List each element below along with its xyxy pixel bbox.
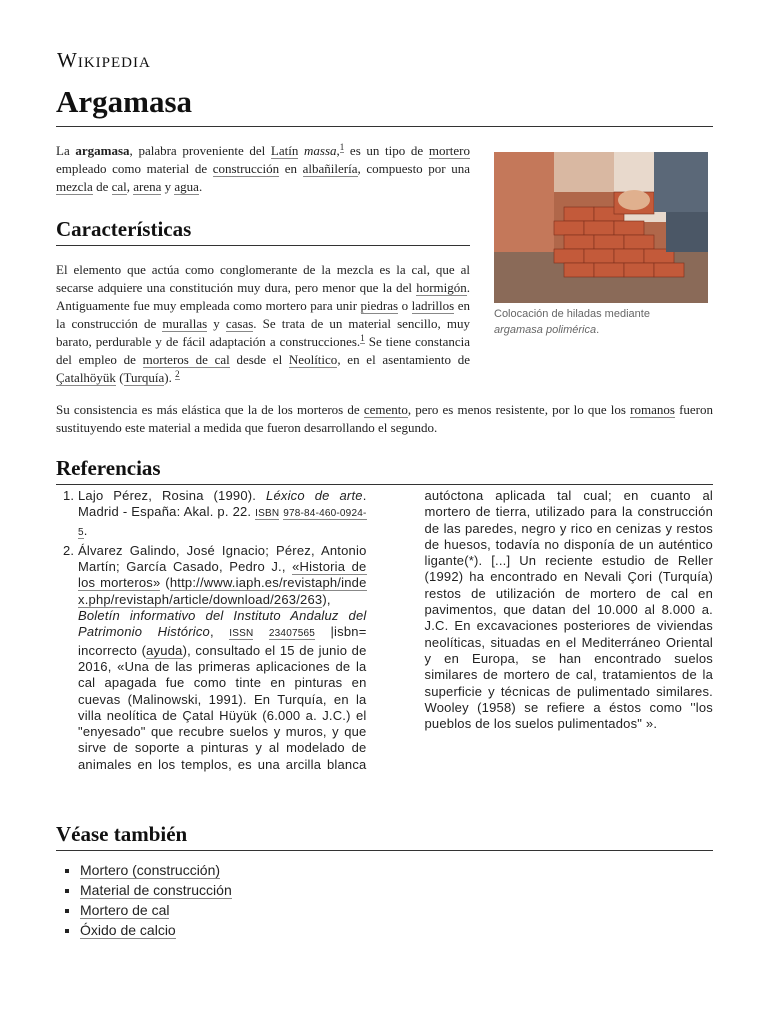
link-cal[interactable]: cal bbox=[111, 179, 127, 194]
section-divider bbox=[56, 245, 470, 246]
link-url[interactable]: http://www.iaph.es/revistaph/index.php/revistaph/article/download/263/263 bbox=[78, 575, 367, 607]
figure-caption bbox=[494, 306, 708, 338]
link-see-also-4[interactable]: Óxido de calcio bbox=[80, 922, 176, 938]
text: ), bbox=[322, 591, 331, 607]
link-murallas[interactable]: murallas bbox=[162, 316, 208, 331]
text: ), consultado el 15 de junio de 2016, «Una de las primeras aplicaciones de la cal apagada fue como tinte en pinturas en cuevas (Malinowski, 1991). En Turquía, en la villa neolítica de Çatal Hüyük (6.000 a. J.C.) el "enyesado" que recubre suelos y muros, y que sirve de soporte a pinturas y al modelado de animales en los templos, es una arcilla blanca autóctona aplicada tal cual; en cuanto al mortero de tierra, utilizado para la construcción de las paredes, negro y rico en cenizas y restos de huesos, todavía no disponía de un auténtico ligante(*). [...] Un reciente estudio de Reller (1992) ha encontrado en Nevali Çori (Turquía) restos de utilización de mortero de cal en pavimentos, que datan del 10.000 al 8.000 a. J.C. En excavaciones posteriores de viviendas neolíticas, situadas en el Mediterráneo Oriental y en Europa, se han encontrado suelos similares de mortero de cal, tratamientos de la superficie y técnicas de pulimentado similares. Wooley (1958) se refiere a éstos como ''los pueblos de los suelos pulimentados" ». bbox=[78, 488, 713, 772]
link-issn-number[interactable]: 23407565 bbox=[268, 628, 315, 640]
link-see-also-1[interactable]: Mortero (construcción) bbox=[80, 862, 221, 878]
link-agua[interactable]: agua bbox=[174, 179, 199, 194]
text: |isbn= incorrecto ( bbox=[78, 624, 367, 658]
text: en bbox=[279, 161, 303, 176]
text: es un tipo de bbox=[344, 143, 429, 158]
text: . Se trata de un material sencillo, muy barato, perdurable y de fácil adaptación a construcciones. bbox=[56, 316, 471, 349]
ref-link-1[interactable]: 1 bbox=[360, 332, 365, 343]
text: ). bbox=[164, 370, 176, 385]
see-also-item bbox=[80, 880, 232, 900]
intro-paragraph bbox=[56, 142, 470, 196]
text: desde el bbox=[229, 352, 289, 367]
section-heading-vease-tambien: Véase también bbox=[56, 822, 188, 846]
text: , bbox=[209, 624, 230, 640]
text: , bbox=[126, 179, 134, 194]
text: Su consistencia es más elástica que la de los morteros de bbox=[56, 402, 364, 417]
text: . bbox=[198, 179, 203, 194]
link-ayuda[interactable]: ayuda bbox=[146, 642, 183, 658]
consistencia-paragraph bbox=[56, 401, 713, 437]
text: de bbox=[92, 179, 112, 194]
link-see-also-3[interactable]: Mortero de cal bbox=[80, 902, 170, 918]
text: y bbox=[207, 316, 226, 331]
link-arena[interactable]: arena bbox=[133, 179, 162, 194]
link-latin[interactable]: Latín bbox=[270, 143, 299, 158]
link-albanileria[interactable]: albañilería bbox=[302, 161, 358, 176]
section-heading-referencias: Referencias bbox=[56, 456, 161, 480]
text: , bbox=[336, 143, 340, 158]
see-also-item bbox=[80, 900, 232, 920]
wikipedia-wordmark[interactable]: Wikipedia bbox=[57, 48, 151, 72]
caption-text: Colocación de hiladas mediante bbox=[494, 308, 650, 320]
link-isbn-number[interactable]: 978-84-460-0924-5 bbox=[78, 508, 367, 538]
references-list bbox=[56, 488, 713, 788]
link-see-also-2[interactable]: Material de construcción bbox=[80, 882, 232, 898]
title-divider bbox=[56, 126, 713, 127]
section-divider bbox=[56, 484, 713, 485]
ref-title: Léxico de arte bbox=[266, 488, 363, 503]
text: El elemento que actúa como conglomerante de la mezcla es la cal, que al secarse adquiere una constitución muy dura, pero menor que la del bbox=[56, 262, 470, 295]
text: ( bbox=[115, 370, 124, 385]
section-heading-caracteristicas: Características bbox=[56, 217, 192, 241]
link-hormigon[interactable]: hormigón bbox=[416, 280, 467, 295]
link-neolitico[interactable]: Neolítico bbox=[288, 352, 338, 367]
link-catalhoyuk[interactable]: Çatalhöyük bbox=[56, 370, 116, 385]
link-issn[interactable]: ISSN bbox=[229, 628, 254, 640]
text: Álvarez Galindo, José Ignacio; Pérez, Antonio Martín; García Casado, Pedro J., bbox=[78, 542, 367, 575]
text: La bbox=[56, 143, 76, 158]
text: o bbox=[398, 298, 412, 313]
link-mortero[interactable]: mortero bbox=[428, 143, 471, 158]
term-massa: massa bbox=[304, 143, 337, 158]
ref-link-1[interactable]: 1 bbox=[339, 141, 345, 152]
text: , compuesto por una bbox=[357, 161, 470, 176]
text: y bbox=[161, 179, 175, 194]
text: . Madrid - España: Akal. p. 22. bbox=[78, 488, 367, 520]
link-turquia[interactable]: Turquía bbox=[123, 370, 165, 385]
link-construccion[interactable]: construcción bbox=[212, 161, 280, 176]
see-also-list bbox=[66, 860, 232, 940]
see-also-item bbox=[80, 920, 232, 940]
bricklaying-photo[interactable] bbox=[494, 152, 708, 303]
see-also-item bbox=[80, 860, 232, 880]
text: ( bbox=[160, 575, 170, 591]
link-piedras[interactable]: piedras bbox=[360, 298, 399, 313]
text: fueron sustituyendo este material a medida que fueron desarrollando el segundo. bbox=[56, 402, 713, 435]
section-divider bbox=[56, 850, 713, 851]
figure bbox=[494, 152, 708, 338]
text: en la construcción de bbox=[56, 298, 470, 331]
page-title: Argamasa bbox=[56, 84, 193, 119]
text: , pero es menos resistente, por lo que los bbox=[407, 402, 631, 417]
ref-link-2[interactable]: 2 bbox=[175, 368, 180, 379]
term-argamasa: argamasa bbox=[75, 143, 130, 158]
link-mezcla[interactable]: mezcla bbox=[56, 179, 93, 194]
caracteristicas-paragraph bbox=[56, 261, 470, 387]
caption-end: . bbox=[596, 324, 600, 336]
link-romanos[interactable]: romanos bbox=[630, 402, 675, 417]
text: , palabra proveniente del bbox=[129, 143, 271, 158]
journal-title: Boletín informativo del Instituto Andaluz del Patrimonio Histórico bbox=[78, 608, 367, 640]
text: Se tiene constancia del empleo de bbox=[56, 334, 470, 367]
text: , en el asentamiento de bbox=[337, 352, 471, 367]
link-ladrillos[interactable]: ladrillos bbox=[411, 298, 455, 313]
link-morteros-de-cal[interactable]: morteros de cal bbox=[142, 352, 230, 367]
link-casas[interactable]: casas bbox=[225, 316, 254, 331]
text: Lajo Pérez, Rosina (1990). bbox=[78, 488, 267, 503]
text: empleado como material de bbox=[56, 161, 213, 176]
caption-italic: argamasa polimérica bbox=[494, 324, 597, 336]
text: . Antiguamente fue muy empleada como mortero para unir bbox=[56, 280, 470, 313]
link-isbn[interactable]: ISBN bbox=[255, 508, 280, 520]
link-cemento[interactable]: cemento bbox=[363, 402, 408, 417]
reference-item bbox=[78, 488, 367, 541]
link-historia-morteros[interactable]: «Historia de los morteros» bbox=[78, 559, 367, 591]
text: . bbox=[83, 522, 88, 538]
